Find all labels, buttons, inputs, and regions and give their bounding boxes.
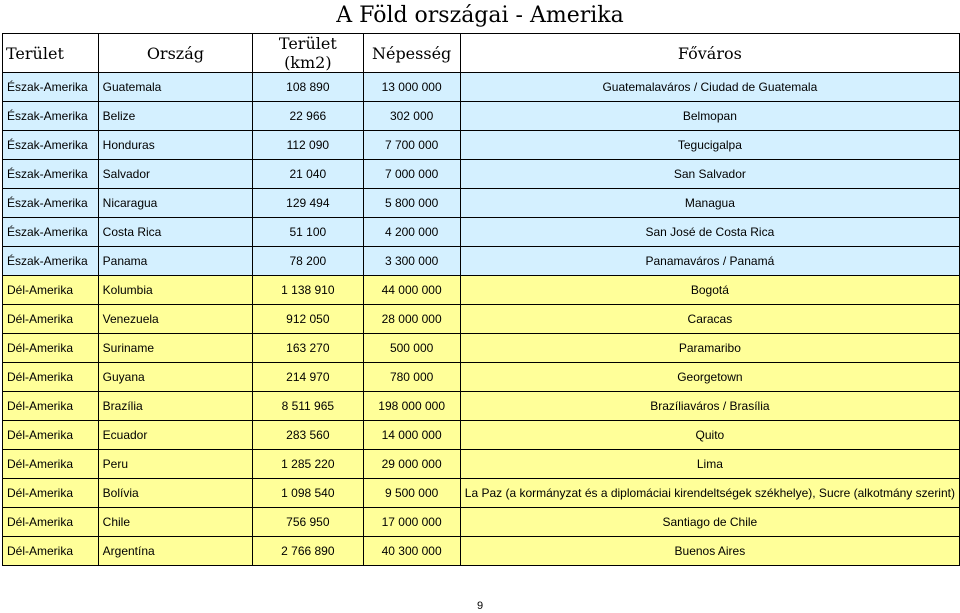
cell-area: 108 890 xyxy=(253,73,363,102)
cell-region: Dél-Amerika xyxy=(3,537,99,566)
cell-region: Dél-Amerika xyxy=(3,276,99,305)
cell-area: 1 098 540 xyxy=(253,479,363,508)
table-row xyxy=(3,305,960,334)
cell-region: Dél-Amerika xyxy=(3,363,99,392)
header-area: Terület (km2) xyxy=(253,34,363,73)
cell-region: Dél-Amerika xyxy=(3,479,99,508)
header-region: Terület xyxy=(3,34,99,73)
cell-population: 13 000 000 xyxy=(363,73,460,102)
table-row xyxy=(3,189,960,218)
cell-country: Nicaragua xyxy=(98,189,253,218)
cell-area: 1 138 910 xyxy=(253,276,363,305)
table-row xyxy=(3,508,960,537)
cell-population: 9 500 000 xyxy=(363,479,460,508)
cell-population: 4 200 000 xyxy=(363,218,460,247)
cell-country: Peru xyxy=(98,450,253,479)
cell-capital: Georgetown xyxy=(460,363,959,392)
cell-region: Dél-Amerika xyxy=(3,450,99,479)
cell-population: 28 000 000 xyxy=(363,305,460,334)
cell-population: 302 000 xyxy=(363,102,460,131)
cell-area: 214 970 xyxy=(253,363,363,392)
cell-area: 129 494 xyxy=(253,189,363,218)
cell-population: 780 000 xyxy=(363,363,460,392)
cell-country: Bolívia xyxy=(98,479,253,508)
cell-country: Guatemala xyxy=(98,73,253,102)
cell-population: 29 000 000 xyxy=(363,450,460,479)
table-row xyxy=(3,421,960,450)
cell-country: Brazília xyxy=(98,392,253,421)
cell-population: 17 000 000 xyxy=(363,508,460,537)
cell-population: 198 000 000 xyxy=(363,392,460,421)
cell-region: Észak-Amerika xyxy=(3,247,99,276)
cell-capital: Tegucigalpa xyxy=(460,131,959,160)
cell-area: 2 766 890 xyxy=(253,537,363,566)
cell-population: 3 300 000 xyxy=(363,247,460,276)
cell-region: Észak-Amerika xyxy=(3,189,99,218)
cell-population: 44 000 000 xyxy=(363,276,460,305)
cell-country: Ecuador xyxy=(98,421,253,450)
cell-country: Costa Rica xyxy=(98,218,253,247)
cell-country: Salvador xyxy=(98,160,253,189)
cell-capital: Santiago de Chile xyxy=(460,508,959,537)
table-row xyxy=(3,131,960,160)
cell-area: 283 560 xyxy=(253,421,363,450)
cell-capital: Brazíliaváros / Brasília xyxy=(460,392,959,421)
table-row xyxy=(3,392,960,421)
cell-population: 14 000 000 xyxy=(363,421,460,450)
cell-region: Észak-Amerika xyxy=(3,218,99,247)
cell-area: 1 285 220 xyxy=(253,450,363,479)
cell-country: Honduras xyxy=(98,131,253,160)
cell-country: Belize xyxy=(98,102,253,131)
table-body xyxy=(3,73,960,566)
table-row xyxy=(3,218,960,247)
cell-country: Chile xyxy=(98,508,253,537)
cell-population: 500 000 xyxy=(363,334,460,363)
cell-country: Argentína xyxy=(98,537,253,566)
cell-capital: Panamaváros / Panamá xyxy=(460,247,959,276)
cell-population: 7 000 000 xyxy=(363,160,460,189)
cell-region: Dél-Amerika xyxy=(3,334,99,363)
table-row xyxy=(3,479,960,508)
countries-table xyxy=(2,33,960,566)
cell-capital: Lima xyxy=(460,450,959,479)
cell-region: Dél-Amerika xyxy=(3,508,99,537)
table-row xyxy=(3,450,960,479)
cell-region: Észak-Amerika xyxy=(3,73,99,102)
cell-area: 8 511 965 xyxy=(253,392,363,421)
cell-region: Észak-Amerika xyxy=(3,160,99,189)
cell-region: Észak-Amerika xyxy=(3,131,99,160)
cell-population: 40 300 000 xyxy=(363,537,460,566)
table-row xyxy=(3,276,960,305)
page-number: 9 xyxy=(476,600,484,612)
table-row xyxy=(3,537,960,566)
cell-capital: La Paz (a kormányzat és a diplomáciai kirendeltségek székhelye), Sucre (alkotmány szerint) xyxy=(460,479,959,508)
cell-population: 5 800 000 xyxy=(363,189,460,218)
cell-area: 51 100 xyxy=(253,218,363,247)
cell-country: Venezuela xyxy=(98,305,253,334)
table-row xyxy=(3,160,960,189)
table-row xyxy=(3,247,960,276)
cell-area: 912 050 xyxy=(253,305,363,334)
cell-country: Guyana xyxy=(98,363,253,392)
page-title: A Föld országai - Amerika xyxy=(336,3,624,28)
cell-region: Észak-Amerika xyxy=(3,102,99,131)
cell-area: 112 090 xyxy=(253,131,363,160)
header-country: Ország xyxy=(98,34,253,73)
table-row xyxy=(3,102,960,131)
cell-capital: Quito xyxy=(460,421,959,450)
cell-area: 78 200 xyxy=(253,247,363,276)
cell-capital: Managua xyxy=(460,189,959,218)
cell-region: Dél-Amerika xyxy=(3,421,99,450)
table-row xyxy=(3,73,960,102)
cell-capital: Caracas xyxy=(460,305,959,334)
cell-capital: San José de Costa Rica xyxy=(460,218,959,247)
table-header-row xyxy=(3,34,960,73)
cell-capital: Buenos Aires xyxy=(460,537,959,566)
cell-area: 756 950 xyxy=(253,508,363,537)
cell-country: Panama xyxy=(98,247,253,276)
cell-area: 163 270 xyxy=(253,334,363,363)
cell-region: Dél-Amerika xyxy=(3,305,99,334)
table-row xyxy=(3,334,960,363)
cell-country: Suriname xyxy=(98,334,253,363)
cell-area: 22 966 xyxy=(253,102,363,131)
header-population: Népesség xyxy=(363,34,460,73)
cell-capital: San Salvador xyxy=(460,160,959,189)
table-row xyxy=(3,363,960,392)
cell-capital: Belmopan xyxy=(460,102,959,131)
cell-capital: Paramaribo xyxy=(460,334,959,363)
header-capital: Főváros xyxy=(460,34,959,73)
cell-population: 7 700 000 xyxy=(363,131,460,160)
cell-capital: Bogotá xyxy=(460,276,959,305)
cell-capital: Guatemalaváros / Ciudad de Guatemala xyxy=(460,73,959,102)
cell-area: 21 040 xyxy=(253,160,363,189)
cell-country: Kolumbia xyxy=(98,276,253,305)
cell-region: Dél-Amerika xyxy=(3,392,99,421)
